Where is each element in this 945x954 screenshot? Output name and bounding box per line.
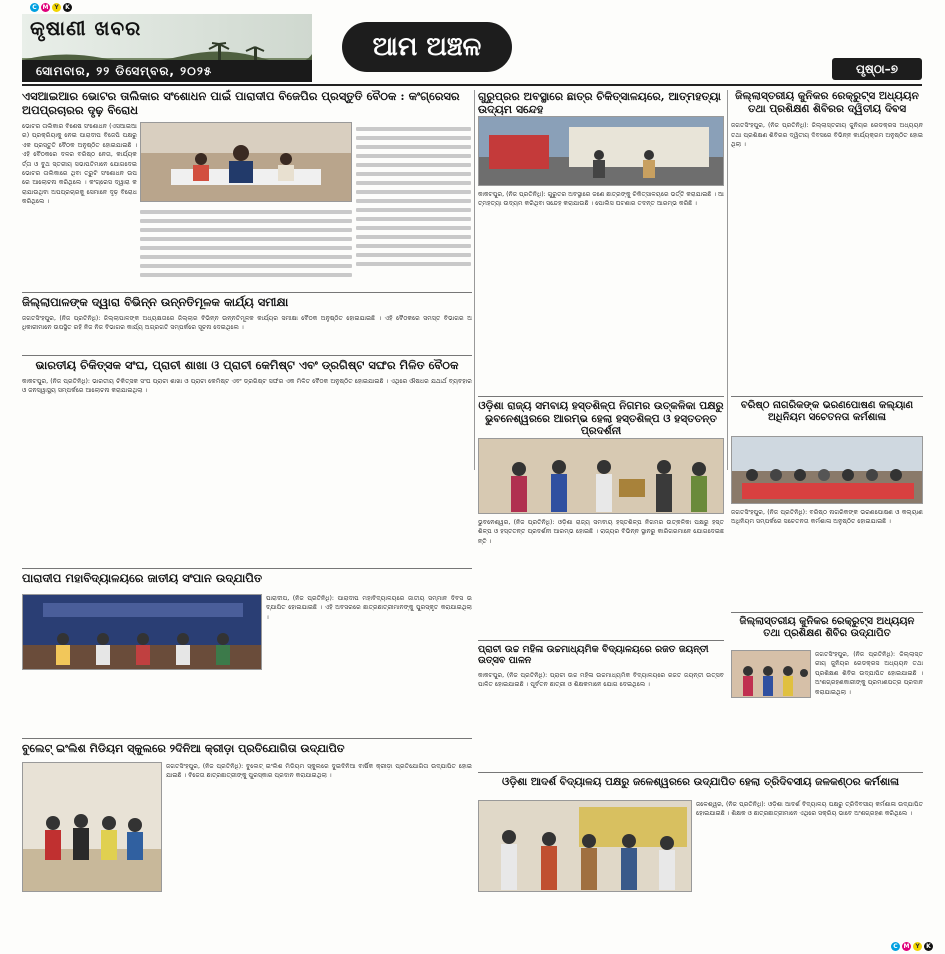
article-a3 (22, 359, 472, 482)
divider (478, 640, 724, 641)
divider (22, 738, 472, 739)
hospital-photo (478, 116, 724, 186)
mark-c: C (891, 942, 900, 951)
section-title: ଆମ ଅଞ୍ଚଳ (342, 22, 512, 72)
divider (731, 612, 923, 613)
photo-group-icon (23, 763, 162, 892)
article-b1-body (478, 190, 724, 392)
article-b2 (478, 400, 724, 438)
mark-m: M (903, 943, 910, 950)
article-c2 (731, 400, 923, 424)
brand-box (22, 14, 312, 82)
photo-audience-icon (732, 437, 923, 504)
article-d1-body (696, 800, 923, 940)
divider (731, 396, 923, 397)
divider (478, 396, 724, 397)
seniors-photo (731, 436, 923, 504)
sports-photo (22, 762, 162, 892)
article-body: କାକଟପୁର, (ନିଜ ପ୍ରତିନିଧି): ଗୁରୁତର ଅବସ୍ଥାରେ ଜଣେ ଛାତ୍ରଙ୍କୁ ଚିକିତ୍ସାଳୟରେ ଭର୍ତ୍ତି କରାଯାଇଛି । ଆତ୍ମହତ୍ୟା ଉଦ୍ୟମ କରିଥିବା ସନ୍ଦେହ କରାଯାଉଛି । ପୋଲିସ ଘଟଣାର ତଦନ୍ତ ଆରମ୍ଭ କରିଛି । (478, 191, 724, 208)
article-a1-body-col (22, 122, 137, 290)
article-headline: ଭାରତୀୟ ଚିକିତ୍ସକ ସଂଘ, ପ୍ରାଚୀ ଶାଖା ଓ ପ୍ରାଚୀ କେମିଷ୍ଟ ଏବଂ ଡ୍ରଗିଷ୍ଟ ସଙ୍ଘର ମିଳିତ ବୈଠକ (35, 358, 459, 372)
article-headline: ଓଡ଼ିଶା ଆଦର୍ଶ ବିଦ୍ୟାଳୟ ପକ୍ଷରୁ ଜଳେଶ୍ୱରରେ ଉଦ୍‌ଯାପିତ ହେଲା ତ୍ରିଦିବସୀୟ ଜଳକଣ୍ଠର କର୍ମଶାଳା (501, 776, 900, 788)
divider (22, 355, 472, 356)
article-headline: ପାରାଦୀପ ମହାବିଦ୍ୟାଳୟରେ ଜାତୀୟ ସଂପାନ ଉଦ୍‌ଯାପିତ (22, 571, 263, 585)
article-a1 (22, 90, 472, 118)
article-body: ପାରାଦୀପ, (ନିଜ ପ୍ରତିନିଧି): ପାରାଦୀପ ମହାବିଦ୍ୟାଳୟରେ ଜାତୀୟ ସମ୍ମାନ ଦିବସ ଉଦ୍‌ଯାପିତ ହୋଇଯାଇଛି । ଏହି ଅବସରରେ ଛାତ୍ରଛାତ୍ରୀମାନଙ୍କୁ ପୁରସ୍କୃତ କରାଯାଇଥିଲା । (266, 595, 472, 621)
article-headline: ଗୁରୁପ୍ରର ଅବସ୍ଥାରେ ଛାତ୍ର ଚିକିତ୍ସାଳୟରେ, ଆତ୍ମହତ୍ୟା ଉଦ୍ୟମ ସନ୍ଦେହ (478, 90, 721, 117)
photo-stage-icon (23, 595, 262, 670)
article-a5 (22, 742, 472, 755)
photo-workshop-icon (479, 801, 692, 892)
column-divider (727, 90, 728, 470)
article-a1-body-col2 (140, 205, 352, 290)
article-c1 (731, 90, 923, 391)
exhibition-photo (478, 438, 724, 514)
article-b3 (478, 644, 724, 779)
issue-date: ସୋମବାର, ୨୨ ଡିସେମ୍ବର, ୨୦୨୫ (22, 60, 312, 82)
article-a2 (22, 296, 472, 354)
camp-photo (731, 650, 811, 698)
column-divider (474, 90, 475, 470)
article-a4-body (266, 594, 472, 670)
mark-y: Y (913, 942, 922, 951)
registration-marks-top (30, 3, 72, 12)
masthead (22, 14, 922, 82)
mark-c: C (30, 3, 39, 12)
photo-exhibition-icon (479, 439, 724, 514)
masthead-rule (22, 84, 922, 86)
page-number: ପୃଷ୍ଠା–୭ (832, 58, 922, 80)
brand-title: କୃଷାଣୀ ଖବର (30, 16, 142, 40)
article-c3-body (815, 650, 923, 770)
college-event-photo (22, 594, 262, 670)
mark-m: M (42, 4, 49, 11)
article-a1-body-col3 (356, 122, 471, 290)
article-b1 (478, 90, 726, 116)
article-a4 (22, 572, 472, 586)
article-headline: ବରିଷ୍ଠ ନାଗରିକଙ୍କ ଭରଣପୋଷଣ କଲ୍ୟାଣ ଅଧିନିୟମ ସଚେତନତା କର୍ମଶାଳା (740, 400, 914, 423)
article-body: କାକଟପୁର, (ନିଜ ପ୍ରତିନିଧି): ପ୍ରାଚୀ ଉଚ୍ଚ ମହିଳା ଉଚ୍ଚମାଧ୍ୟମିକ ବିଦ୍ୟାଳୟରେ ରଜତ ଜୟନ୍ତୀ ଉତ୍ସବ ପାଳିତ ହୋଇଯାଇଛି । ପୂର୍ବତନ ଛାତ୍ରୀ ଓ ଶିକ୍ଷକମାନେ ଯୋଗ ଦେଇଥିଲେ । (478, 671, 724, 689)
photo-meeting-icon (141, 123, 352, 202)
meeting-photo (140, 122, 352, 202)
mark-k: K (63, 3, 72, 12)
divider (22, 292, 472, 293)
mark-y: Y (52, 3, 61, 12)
article-headline: ପ୍ରାଚୀ ଉଚ୍ଚ ମହିଳା ଉଚ୍ଚମାଧ୍ୟମିକ ବିଦ୍ୟାଳୟରେ ରଜତ ଜୟନ୍ତୀ ଉତ୍ସବ ପାଳନ (478, 644, 709, 667)
article-body: ଜଗତସିଂହପୁର, (ନିଜ ପ୍ରତିନିଧି): ବୁଲେଟ୍ ଇଂଲିଶ ମିଡିୟମ ସ୍କୁଲରେ ଦୁଇଦିନିଆ ବାର୍ଷିକ କ୍ରୀଡ଼ା ପ୍ରତିଯୋଗିତା ଉଦ୍‌ଯାପିତ ହୋଇଯାଇଛି । ବିଜେତା ଛାତ୍ରଛାତ୍ରୀଙ୍କୁ ପୁରସ୍କାର ପ୍ରଦାନ କରାଯାଇଥିଲା । (166, 763, 472, 780)
article-c2-body (731, 508, 923, 608)
article-body: ଜଗତସିଂହପୁର, (ନିଜ ପ୍ରତିନିଧି): ଜିଲ୍ଲାସ୍ତରୀୟ ଜୁନିୟର ରେଡକ୍ରସ ଅଧ୍ୟୟନ ତଥା ପ୍ରଶିକ୍ଷଣ ଶିବିରର ଦ୍ୱିତୀୟ ଦିବସରେ ବିଭିନ୍ନ କାର୍ଯ୍ୟକ୍ରମ ଅନୁଷ୍ଠିତ ହୋଇଥିଲା । (731, 122, 923, 148)
article-headline: ଜିଲ୍ଲାସ୍ତରୀୟ କୁନିକର ରେକ୍ରୁଟ୍ସ ଅଧ୍ୟୟନ ତଥା ପ୍ରଶିକ୍ଷଣ ଶିବିର ଉଦ୍‌ଯାପିତ (739, 616, 915, 639)
article-body: ଭୋଟର ତାଲିକାର ବିଶେଷ ସଂଶୋଧନ (ଏସଆଇଆର) ପ୍ରକ୍ରିୟାକୁ ନେଇ ପାରାଦୀପ ବିଜେପି ପକ୍ଷରୁ ଏକ ପ୍ରସ୍ତୁତି ବୈଠକ ଅନୁଷ୍ଠିତ ହୋଇଯାଇଛି । ଏହି ବୈଠକରେ ଦଳର ବରିଷ୍ଠ ନେତା, କାର୍ଯ୍ୟକର୍ତ୍ତା ଓ ବୁଥ ସ୍ତରୀୟ ସଭାପତିମାନେ ଯୋଗଦେଇ ଭୋଟର ତାଲିକାରେ ଥିବା ତ୍ରୁଟି ସଂଶୋଧନ ଉପରେ ଆଲୋଚନା କରିଥିଲେ । କଂଗ୍ରେସ ଦ୍ୱାରା କରାଯାଉଥିବା ଅପପ୍ରଚାରକୁ ସେମାନେ ଦୃଢ଼ ବିରୋଧ କରିଥିଲେ । (22, 123, 137, 206)
article-headline: ବୁଲେଟ୍ ଇଂଲିଶ ମିଡିୟମ ସ୍କୁଲରେ ୨ଦିନିଆ କ୍ରୀଡ଼ା ପ୍ରତିଯୋଗିତା ଉଦ୍‌ଯାପିତ (22, 742, 345, 755)
article-body: କାକଟପୁର, (ନିଜ ପ୍ରତିନିଧି): ଭାରତୀୟ ଚିକିତ୍ସକ ସଂଘ ପ୍ରାଚୀ ଶାଖା ଓ ପ୍ରାଚୀ କେମିଷ୍ଟ ଏବଂ ଡ୍ରଗିଷ୍ଟ ସଙ୍ଘର ଏକ ମିଳିତ ବୈଠକ ଅନୁଷ୍ଠିତ ହୋଇଯାଇଛି । ଏଥିରେ ଔଷଧର ଯଥାର୍ଥ ବ୍ୟବହାର ଓ ଜନସ୍ୱାସ୍ଥ୍ୟ ସମ୍ପର୍କରେ ଆଲୋଚନା କରାଯାଇଥିଲା । (22, 377, 472, 395)
registration-marks-bottom (891, 942, 933, 951)
article-body: ଜଗତସିଂହପୁର, (ନିଜ ପ୍ରତିନିଧି): ଜିଲ୍ଲାସ୍ତରୀୟ ଜୁନିୟର ରେଡକ୍ରସ ଅଧ୍ୟୟନ ତଥା ପ୍ରଶିକ୍ଷଣ ଶିବିର ଉଦ୍‌ଯାପିତ ହୋଇଯାଇଛି । ଅଂଶଗ୍ରହଣକାରୀଙ୍କୁ ପ୍ରମାଣପତ୍ର ପ୍ରଦାନ କରାଯାଇଥିଲା । (815, 651, 923, 696)
photo-camp-icon (732, 651, 811, 698)
mark-k: K (924, 942, 933, 951)
article-b2-body (478, 518, 724, 636)
divider (478, 772, 923, 773)
divider (22, 568, 472, 569)
article-a5-body (166, 762, 472, 892)
article-d1 (478, 776, 923, 789)
article-body: ଭୁବନେଶ୍ୱର, (ନିଜ ପ୍ରତିନିଧି): ଓଡ଼ିଶା ରାଜ୍ୟ ସମବାୟ ହସ୍ତଶିଳ୍ପ ନିଗମର ଉତ୍କଳିକା ପକ୍ଷରୁ ହସ୍ତଶିଳ୍ପ ଓ ହସ୍ତତନ୍ତ ପ୍ରଦର୍ଶନୀ ଆରମ୍ଭ ହୋଇଛି । ରାଜ୍ୟର ବିଭିନ୍ନ ସ୍ଥାନରୁ କାରିଗରମାନେ ଯୋଗଦେଇଛନ୍ତି । (478, 519, 724, 545)
article-headline: ଏସଆଇଆର ଭୋଟର ତାଲିକାର ସଂଶୋଧନ ପାଇଁ ପାରାଦୀପ ବିଜେପିର ପ୍ରସ୍ତୁତି ବୈଠକ : କଂଗ୍ରେସର ଅପପ୍ରଚାରର ଦୃଢ଼ ବିରୋଧ (22, 89, 460, 117)
article-headline: ଜିଲ୍ଲାପାଳଙ୍କ ଦ୍ୱାରା ବିଭିନ୍ନ ଉନ୍ନତିମୂଳକ କାର୍ଯ୍ୟ ସମୀକ୍ଷା (22, 295, 289, 309)
article-headline: ଓଡ଼ିଶା ରାଜ୍ୟ ସମବାୟ ହସ୍ତଶିଳ୍ପ ନିଗମର ଉତ୍କଳିକା ପକ୍ଷରୁ ଭୁବନେଶ୍ୱରରେ ଆରମ୍ଭ ହେଲା ହସ୍ତଶିଳ୍ପ ଓ ହସ୍ତତନ୍ତ ପ୍ରଦର୍ଶନୀ (478, 400, 724, 438)
photo-hospital-icon (479, 117, 724, 186)
article-headline: ଜିଲ୍ଲାସ୍ତରୀୟ କୁନିକର ରେକ୍ରୁଟ୍ସ ଅଧ୍ୟୟନ ତଥା ପ୍ରଶିକ୍ଷଣ ଶିବିରର ଦ୍ୱିତୀୟ ଦିବସ (735, 90, 919, 115)
article-body: ଜଳେଶ୍ୱର, (ନିଜ ପ୍ରତିନିଧି): ଓଡ଼ିଶା ଆଦର୍ଶ ବିଦ୍ୟାଳୟ ପକ୍ଷରୁ ତ୍ରିଦିବସୀୟ କର୍ମଶାଳା ଉଦ୍‌ଯାପିତ ହୋଇଯାଇଛି । ଶିକ୍ଷକ ଓ ଛାତ୍ରଛାତ୍ରୀମାନେ ଏଥିରେ ସକ୍ରିୟ ଭାବେ ଅଂଶଗ୍ରହଣ କରିଥିଲେ । (696, 801, 923, 818)
article-body: ଜଗତସିଂହପୁର, (ନିଜ ପ୍ରତିନିଧି): ବରିଷ୍ଠ ନାଗରିକଙ୍କ ଭରଣପୋଷଣ ଓ କଲ୍ୟାଣ ଅଧିନିୟମ ସମ୍ପର୍କରେ ସଚେତନତା କର୍ମଶାଳା ଅନୁଷ୍ଠିତ ହୋଇଯାଇଛି । (731, 509, 923, 526)
article-c3 (731, 616, 923, 640)
workshop-photo (478, 800, 692, 892)
article-body: ଜଗତସିଂହପୁର, (ନିଜ ପ୍ରତିନିଧି): ଜିଲ୍ଲାପାଳଙ୍କ ଅଧ୍ୟକ୍ଷତାରେ ଜିଲ୍ଲାର ବିଭିନ୍ନ ଉନ୍ନତିମୂଳକ କାର୍ଯ୍ୟର ସମୀକ୍ଷା ବୈଠକ ଅନୁଷ୍ଠିତ ହୋଇଯାଇଛି । ଏହି ବୈଠକରେ ସମସ୍ତ ବିଭାଗର ଅଧିକାରୀମାନେ ଉପସ୍ଥିତ ରହି ନିଜ ନିଜ ବିଭାଗର କାର୍ଯ୍ୟ ଅଗ୍ରଗତି ସମ୍ପର୍କରେ ସୂଚନା ଦେଇଥିଲେ । (22, 314, 472, 332)
